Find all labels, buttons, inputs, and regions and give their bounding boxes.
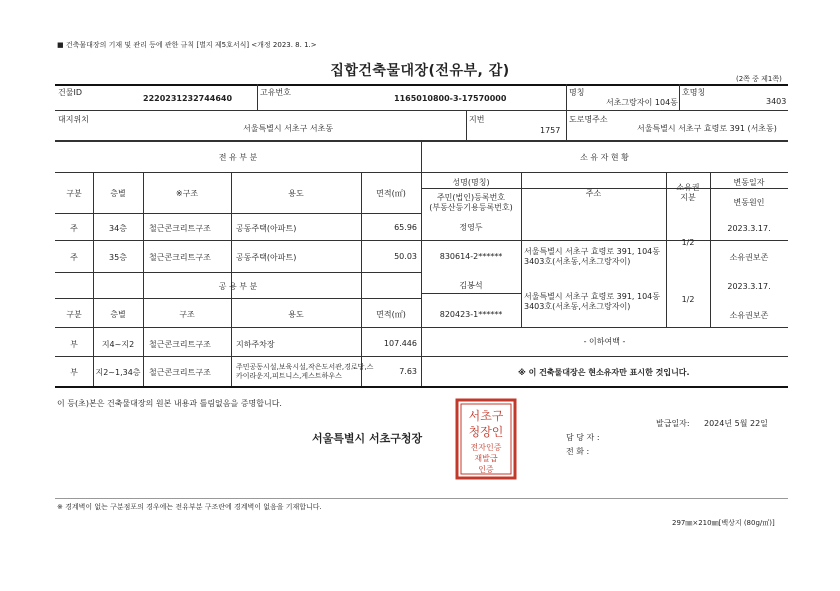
common-col-use-header: 용도 [288, 310, 304, 319]
row-area: 107.446 [383, 339, 417, 348]
common-col-struct-header: 구조 [179, 310, 195, 319]
issue-date-label: 발급일자: [656, 419, 690, 428]
row-struct: 철근콘크리트구조 [149, 368, 211, 377]
row-use-line2: 카이라운지,피트니스,게스트하우스 [236, 372, 342, 380]
row-use: 공동주택(아파트) [236, 224, 297, 233]
owner-id-header-line2: (부동산등기용등록번호) [429, 203, 513, 212]
row-struct: 철근콘크리트구조 [149, 340, 211, 349]
row-floor: 지2~1,34층 [95, 368, 141, 377]
col-use-header: 용도 [288, 189, 304, 198]
page-title: 집합건축물대장(전유부, 갑) [330, 63, 510, 79]
owner-address-line2: 3403호(서초동,서초그랑자이) [524, 302, 631, 311]
owner-id: 830614-2****** [439, 252, 503, 261]
change-date: 2023.3.17. [727, 282, 771, 291]
paper-spec: 297㎜×210㎜[백상지 (80g/㎡)] [672, 519, 775, 527]
col-area-header: 면적(㎡) [376, 189, 406, 198]
seal-line-3: 전자인증 [470, 443, 502, 452]
col-floor-header: 층별 [110, 189, 126, 198]
seal-line-4: 재발급 [474, 454, 498, 463]
row-div: 부 [70, 340, 78, 349]
ho-name-value: 3403 [766, 97, 787, 106]
building-name-label: 명칭 [569, 88, 585, 97]
owner-id: 820423-1****** [439, 310, 503, 319]
unique-no-label: 고유번호 [260, 88, 291, 97]
owner-name: 정영두 [459, 223, 483, 232]
issue-date-value: 2024년 5월 22일 [704, 419, 768, 428]
owner-share-header-line1: 소유권 [676, 183, 700, 192]
row-use-line1: 주민공동시설,보육시설,작은도서관,경로당,스 [236, 363, 374, 371]
common-section-label: 공 용 부 분 [218, 282, 258, 291]
official-seal-icon [455, 398, 517, 480]
owner-share-header-line2: 지분 [680, 193, 696, 202]
owner-address-line1: 서울특별시 서초구 효령로 391, 104동 [524, 292, 660, 301]
owner-share: 1/2 [681, 238, 695, 247]
row-struct: 철근콘크리트구조 [149, 253, 211, 262]
form-reference-note: ■ 건축물대장의 기재 및 관리 등에 관한 규칙 [별지 제5호서식] <개정 2023. 8. 1.> [57, 41, 317, 49]
row-area: 65.96 [394, 223, 417, 232]
building-name-value: 서초그랑자이 104동 [606, 98, 678, 107]
owner-address-line1: 서울특별시 서초구 효령로 391, 104동 [524, 247, 660, 256]
change-reason-header: 변동원인 [733, 198, 765, 207]
common-col-floor-header: 층별 [110, 310, 126, 319]
row-floor: 34층 [109, 224, 127, 233]
seal-line-1: 서초구 [468, 409, 504, 423]
change-reason: 소유권보존 [729, 253, 769, 262]
certification-statement: 이 등(초)본은 건축물대장의 원본 내용과 틀림없음을 증명합니다. [57, 399, 282, 408]
row-struct: 철근콘크리트구조 [149, 224, 211, 233]
owner-address-header: 주소 [585, 189, 602, 198]
row-div: 주 [70, 224, 78, 233]
owner-share: 1/2 [681, 295, 695, 304]
change-date: 2023.3.17. [727, 224, 771, 233]
row-div: 주 [70, 253, 78, 262]
jibun-label: 지번 [469, 115, 485, 124]
owner-name: 김봉석 [459, 281, 483, 290]
owner-section-label: 소 유 자 현 황 [580, 153, 629, 162]
seal-line-5: 인증 [478, 465, 494, 474]
footnote: ※ 경계벽이 없는 구분점포의 경우에는 전유부분 구조란에 경계벽이 없음을 기재합니다. [57, 503, 322, 511]
unique-no-value: 1165010800-3-17570000 [394, 94, 507, 103]
current-owner-notice: ※ 이 건축물대장은 현소유자만 표시한 것입니다. [518, 368, 690, 377]
row-area: 50.03 [394, 252, 417, 261]
row-floor: 35층 [109, 253, 127, 262]
row-area: 7.63 [399, 367, 417, 376]
jibun-value: 1757 [540, 126, 561, 135]
col-struct-header: ※구조 [175, 189, 199, 198]
contact-person-label: 담 당 자 : [566, 433, 600, 442]
owner-address-line2: 3403호(서초동,서초그랑자이) [524, 257, 631, 266]
row-floor: 지4~지2 [101, 340, 135, 349]
row-use: 지하주차장 [236, 340, 275, 349]
blank-note: - 이하여백 - [583, 337, 626, 346]
phone-label: 전 화 : [566, 447, 590, 456]
issuer-name: 서울특별시 서초구청장 [312, 432, 423, 445]
page-info: (2쪽 중 제1쪽) [736, 75, 782, 83]
site-location-label: 대지위치 [58, 115, 89, 124]
row-use: 공동주택(아파트) [236, 253, 297, 262]
row-div: 부 [70, 368, 78, 377]
common-col-area-header: 면적(㎡) [376, 310, 406, 319]
owner-name-header: 성명(명칭) [452, 178, 490, 187]
owner-id-header-line1: 주민(법인)등록번호 [436, 193, 506, 202]
exclusive-section-label: 전 유 부 분 [218, 153, 258, 162]
change-date-header: 변동일자 [733, 178, 765, 187]
site-location-value: 서울특별시 서초구 서초동 [243, 124, 334, 133]
building-id-value: 2220231232744640 [143, 94, 233, 103]
seal-line-2: 청장인 [468, 425, 504, 439]
ho-name-label: 호명칭 [682, 88, 706, 97]
common-col-div-header: 구분 [66, 310, 82, 319]
col-div-header: 구분 [66, 189, 82, 198]
building-id-label: 건물ID [58, 88, 82, 97]
change-reason: 소유권보존 [729, 311, 769, 320]
road-address-value: 서울특별시 서초구 효령로 391 (서초동) [637, 124, 777, 133]
road-address-label: 도로명주소 [569, 115, 608, 124]
